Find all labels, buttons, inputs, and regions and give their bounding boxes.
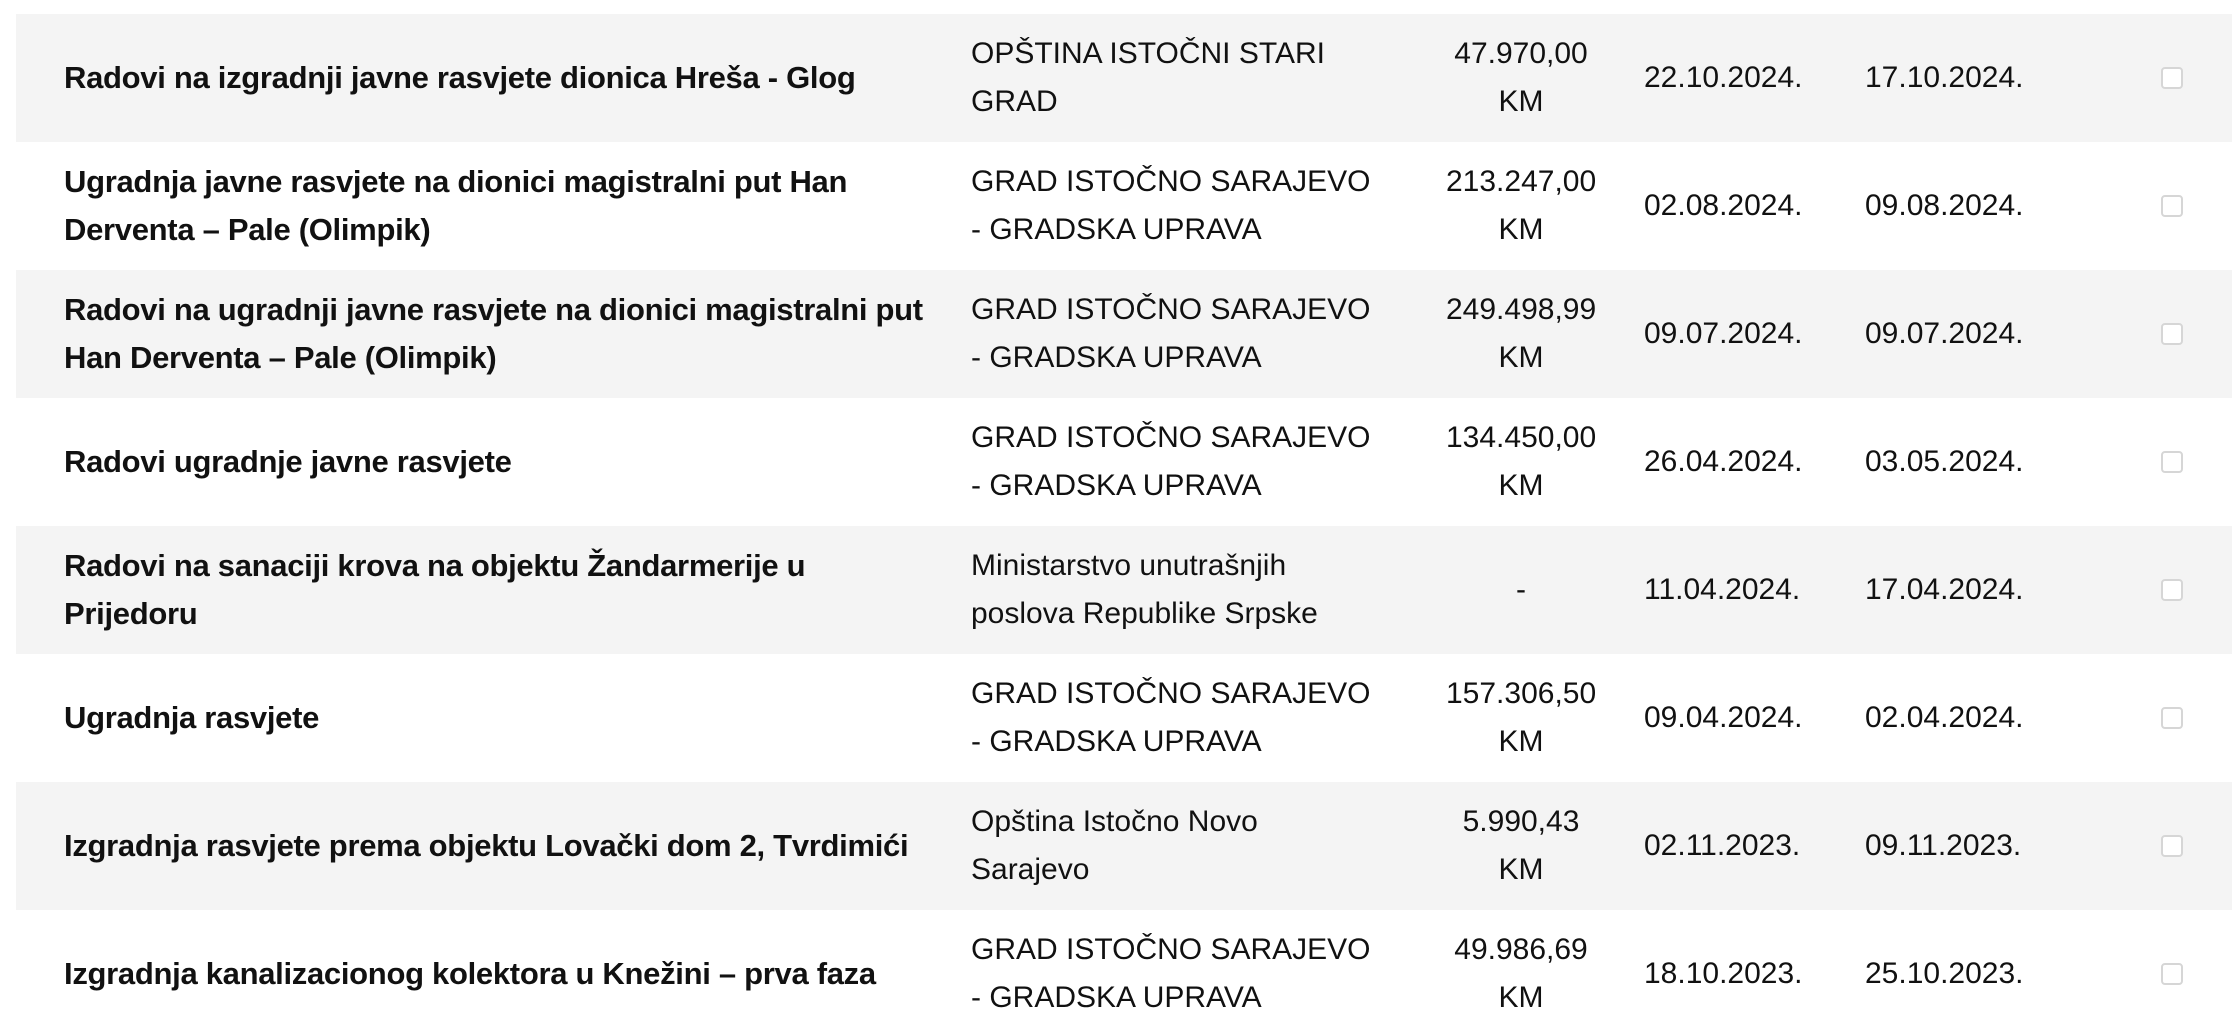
row-select-cell <box>2142 526 2202 654</box>
published-date: 02.11.2023. <box>1644 829 1801 862</box>
tender-title[interactable]: Izgradnja rasvjete prema objektu Lovački dom 2, Tvrdimići <box>64 828 909 863</box>
table-row[interactable] <box>16 398 2232 526</box>
row-select-cell <box>2142 654 2202 782</box>
contracting-authority: GRAD ISTOČNO SARAJEVO - GRADSKA UPRAVA <box>971 165 1371 246</box>
published-date: 18.10.2023. <box>1644 957 1803 990</box>
checkbox-icon[interactable] <box>2161 67 2183 89</box>
estimated-value <box>1411 398 1631 526</box>
table-row[interactable] <box>16 910 2232 1024</box>
table-row[interactable] <box>16 142 2232 270</box>
published-date: 09.04.2024. <box>1644 701 1803 734</box>
deadline-date: 02.04.2024. <box>1865 701 2024 734</box>
estimated-value <box>1411 782 1631 910</box>
contracting-authority: GRAD ISTOČNO SARAJEVO - GRADSKA UPRAVA <box>971 677 1371 758</box>
contracting-authority: GRAD ISTOČNO SARAJEVO - GRADSKA UPRAVA <box>971 293 1371 374</box>
deadline-date: 09.11.2023. <box>1865 829 2022 862</box>
estimated-value-text: 5.990,43 KM <box>1462 805 1580 886</box>
checkbox-icon[interactable] <box>2161 451 2183 473</box>
row-select-cell <box>2142 782 2202 910</box>
tender-title[interactable]: Radovi na sanaciji krova na objektu Žandarmerije u Prijedoru <box>64 548 806 631</box>
row-select-cell <box>2142 398 2202 526</box>
estimated-value-text: 49.986,69 KM <box>1454 933 1588 1014</box>
tender-title[interactable]: Izgradnja kanalizacionog kolektora u Knežini – prva faza <box>64 956 876 991</box>
estimated-value <box>1411 142 1631 270</box>
row-select-cell <box>2142 270 2202 398</box>
published-date: 11.04.2024. <box>1644 573 1801 606</box>
row-select-cell <box>2142 910 2202 1024</box>
checkbox-icon[interactable] <box>2161 835 2183 857</box>
deadline-date: 03.05.2024. <box>1865 445 2024 478</box>
tender-title[interactable]: Radovi na ugradnji javne rasvjete na dionici magistralni put Han Derventa – Pale (Olimpik) <box>64 292 923 375</box>
checkbox-icon[interactable] <box>2161 323 2183 345</box>
deadline-date: 09.08.2024. <box>1865 189 2024 222</box>
contracting-authority: Ministarstvo unutrašnjih poslova Republike Srpske <box>971 549 1318 630</box>
checkbox-icon[interactable] <box>2161 963 2183 985</box>
estimated-value-text: 249.498,99 KM <box>1446 293 1597 374</box>
published-date: 09.07.2024. <box>1644 317 1803 350</box>
contracting-authority: Opština Istočno Novo Sarajevo <box>971 805 1258 886</box>
table-row[interactable] <box>16 526 2232 654</box>
estimated-value-text: 47.970,00 KM <box>1454 37 1588 118</box>
estimated-value-text: 134.450,00 KM <box>1446 421 1597 502</box>
tender-title[interactable]: Radovi na izgradnji javne rasvjete dionica Hreša - Glog <box>64 60 856 95</box>
checkbox-icon[interactable] <box>2161 579 2183 601</box>
published-date: 22.10.2024. <box>1644 61 1803 94</box>
estimated-value-text: 157.306,50 KM <box>1446 677 1597 758</box>
estimated-value <box>1411 14 1631 142</box>
tender-title[interactable]: Radovi ugradnje javne rasvjete <box>64 444 512 479</box>
checkbox-icon[interactable] <box>2161 707 2183 729</box>
tender-title[interactable]: Ugradnja rasvjete <box>64 700 320 735</box>
tender-title[interactable]: Ugradnja javne rasvjete na dionici magistralni put Han Derventa – Pale (Olimpik) <box>64 164 848 247</box>
published-date: 26.04.2024. <box>1644 445 1803 478</box>
contracting-authority: OPŠTINA ISTOČNI STARI GRAD <box>971 37 1325 118</box>
published-date: 02.08.2024. <box>1644 189 1803 222</box>
deadline-date: 17.10.2024. <box>1865 61 2024 94</box>
table-row[interactable] <box>16 14 2232 142</box>
estimated-value-text: 213.247,00 KM <box>1446 165 1597 246</box>
estimated-value <box>1411 526 1631 654</box>
deadline-date: 17.04.2024. <box>1865 573 2024 606</box>
table-row[interactable] <box>16 270 2232 398</box>
row-select-cell <box>2142 14 2202 142</box>
deadline-date: 09.07.2024. <box>1865 317 2024 350</box>
table-row[interactable] <box>16 654 2232 782</box>
estimated-value <box>1411 654 1631 782</box>
estimated-value-text: - <box>1516 573 1526 606</box>
row-select-cell <box>2142 142 2202 270</box>
tenders-table <box>16 14 2232 1024</box>
estimated-value <box>1411 910 1631 1024</box>
checkbox-icon[interactable] <box>2161 195 2183 217</box>
contracting-authority: GRAD ISTOČNO SARAJEVO - GRADSKA UPRAVA <box>971 933 1371 1014</box>
contracting-authority: GRAD ISTOČNO SARAJEVO - GRADSKA UPRAVA <box>971 421 1371 502</box>
table-row[interactable] <box>16 782 2232 910</box>
deadline-date: 25.10.2023. <box>1865 957 2024 990</box>
estimated-value <box>1411 270 1631 398</box>
